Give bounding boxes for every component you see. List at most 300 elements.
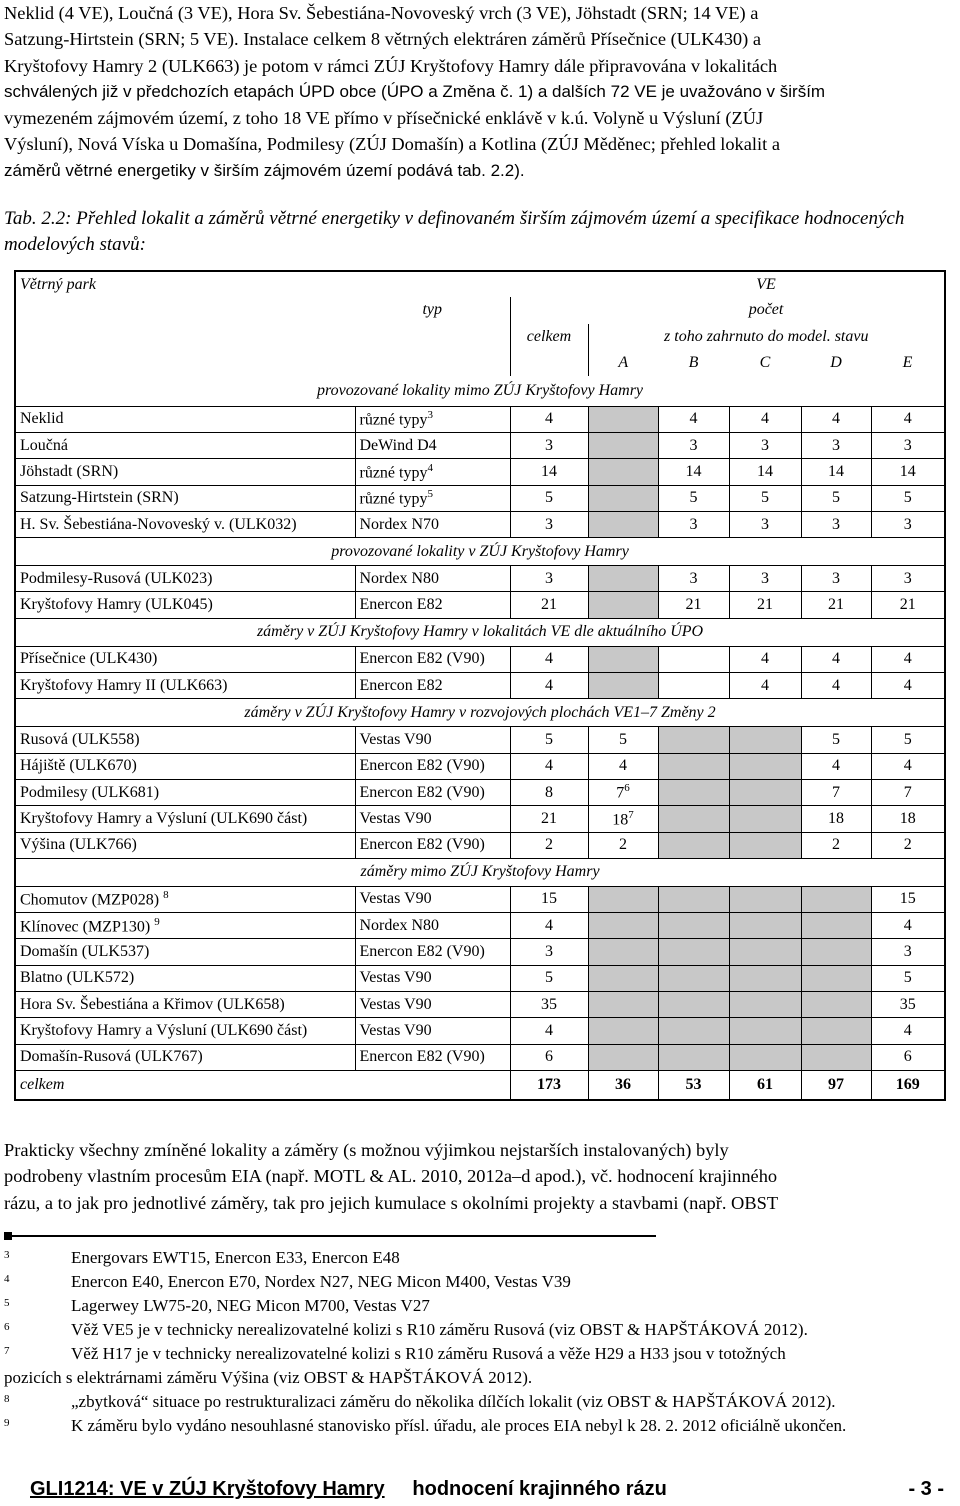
total-b: 53 — [658, 1070, 729, 1100]
row-c — [729, 459, 801, 485]
footnote — [4, 1342, 958, 1389]
row-b — [658, 1018, 729, 1044]
table-row — [15, 566, 945, 592]
row-value: 21 — [899, 596, 916, 614]
row-a — [588, 913, 658, 939]
row-value: 5 — [832, 731, 840, 748]
row-b — [658, 646, 729, 672]
footnote-text: K záměru bylo vydáno nesouhlasné stanovisko přísl. úřadu, ale proces EIA nebyl k 28. 2. 2012 oficiálně ukončen. — [71, 1416, 847, 1435]
table-row — [15, 727, 945, 753]
table-caption — [4, 206, 958, 258]
row-celkem: 4 — [510, 646, 588, 672]
total-e: 169 — [871, 1070, 945, 1100]
row-a — [588, 646, 658, 672]
row-c — [729, 913, 801, 939]
footnote — [4, 1318, 958, 1342]
header-c: C — [759, 354, 771, 372]
footer-subtitle: hodnocení krajinného rázu — [412, 1478, 667, 1500]
row-typ-text: Vestas V90 — [359, 809, 432, 827]
row-c — [729, 806, 801, 832]
row-celkem: 3 — [510, 566, 588, 592]
row-celkem: 4 — [510, 673, 588, 699]
row-typ — [355, 806, 510, 832]
row-name-text: Kryštofovy Hamry a Výsluní (ULK690 část) — [20, 1021, 308, 1039]
row-d — [801, 939, 871, 965]
table-row — [15, 1044, 945, 1070]
intro-line: Kryštofovy Hamry 2 (ULK663) je potom v rámci ZÚJ Kryštofovy Hamry dále připravována v lokalitách — [4, 55, 778, 76]
footnote-ref: 5 — [427, 488, 433, 501]
outro-paragraph — [4, 1137, 958, 1216]
row-e — [871, 511, 945, 537]
row-e — [871, 1044, 945, 1070]
table-row — [15, 886, 945, 912]
footnote-text: Enercon E40, Enercon E70, Nordex N27, NEG Micon M400, Vestas V39 — [71, 1272, 571, 1291]
row-d — [801, 1044, 871, 1070]
row-value: 5 — [903, 969, 912, 987]
table-row — [15, 673, 945, 699]
row-value: 3 — [832, 436, 840, 454]
table-row — [15, 753, 945, 779]
total-row — [15, 1070, 945, 1100]
footnote-ref: 8 — [163, 889, 169, 902]
footnote-ref: 6 — [624, 782, 630, 795]
row-name-text: Klínovec (MZP130) — [20, 917, 151, 935]
row-b — [658, 779, 729, 805]
row-typ — [355, 406, 510, 432]
row-typ-text: Nordex N70 — [359, 515, 440, 533]
row-celkem: 8 — [510, 779, 588, 805]
row-d — [801, 913, 871, 939]
footer-title: GLI1214: VE v ZÚJ Kryštofovy Hamry — [30, 1478, 385, 1500]
footnote-text-continued: pozicích s elektrárnami záměru Výšina (viz OBST & HAPŠTÁKOVÁ 2012). — [4, 1367, 533, 1387]
row-typ — [355, 727, 510, 753]
row-typ-text: různé typy — [359, 464, 428, 482]
row-d — [801, 753, 871, 779]
row-name-text: H. Sv. Šebestiána-Novoveský v. (ULK032) — [20, 515, 297, 533]
row-value: 14 — [757, 462, 773, 480]
intro-line: Satzung-Hirtstein (SRN; 5 VE). Instalace celkem 8 větrných elektráren záměrů Přísečnice (ULK430) a — [4, 29, 761, 50]
row-a — [588, 806, 658, 832]
row-typ-text: Vestas V90 — [359, 731, 432, 748]
row-b — [658, 727, 729, 753]
row-value: 4 — [761, 650, 769, 668]
table-row — [15, 646, 945, 672]
row-name-text: Podmilesy (ULK681) — [20, 783, 160, 801]
row-name-text: Jöhstadt (SRN) — [20, 462, 119, 480]
table-row — [15, 592, 945, 618]
row-b — [658, 913, 729, 939]
row-value: 4 — [689, 410, 698, 428]
table-row — [15, 992, 945, 1018]
row-d — [801, 1018, 871, 1044]
total-celkem: 173 — [510, 1070, 588, 1100]
row-value: 4 — [903, 1021, 912, 1039]
row-value: 3 — [689, 436, 698, 454]
row-typ — [355, 485, 510, 511]
table-row — [15, 939, 945, 965]
row-d — [801, 432, 871, 458]
row-typ-text: Vestas V90 — [359, 995, 432, 1013]
header-e: E — [902, 354, 913, 372]
section-heading: záměry v ZÚJ Kryštofovy Hamry v lokalitách VE dle aktuálního ÚPO — [256, 623, 704, 641]
row-b — [658, 753, 729, 779]
row-typ-text: Enercon E82 (V90) — [359, 943, 485, 961]
row-name — [15, 1018, 355, 1044]
row-a — [588, 965, 658, 991]
row-name — [15, 965, 355, 991]
row-name — [15, 485, 355, 511]
row-d — [801, 646, 871, 672]
header-d: D — [830, 354, 842, 372]
row-b — [658, 832, 729, 858]
row-c — [729, 727, 801, 753]
row-b — [658, 485, 729, 511]
row-celkem: 5 — [510, 727, 588, 753]
row-value: 6 — [903, 1048, 912, 1066]
row-value: 2 — [832, 836, 840, 854]
row-e — [871, 727, 945, 753]
row-name-text: Domašín (ULK537) — [20, 943, 150, 961]
row-name — [15, 406, 355, 432]
row-typ-text: různé typy — [359, 490, 428, 508]
row-name-text: Kryštofovy Hamry (ULK045) — [20, 596, 213, 614]
footnote-number: 4 — [4, 1273, 10, 1285]
total-typ — [355, 1070, 510, 1100]
row-name-text: Hora Sv. Šebestiána a Křimov (ULK658) — [20, 995, 285, 1013]
total-d: 97 — [801, 1070, 871, 1100]
row-e — [871, 806, 945, 832]
row-b — [658, 939, 729, 965]
row-celkem: 5 — [510, 965, 588, 991]
row-typ-text: Vestas V90 — [359, 890, 432, 908]
row-celkem: 35 — [510, 992, 588, 1018]
row-value: 14 — [899, 462, 916, 480]
row-value: 4 — [903, 757, 912, 775]
row-typ — [355, 432, 510, 458]
row-name-text: Podmilesy-Rusová (ULK023) — [20, 569, 213, 587]
row-typ-text: Enercon E82 (V90) — [359, 1048, 485, 1066]
row-value: 21 — [757, 596, 773, 614]
table-row — [15, 406, 945, 432]
row-typ-text: Vestas V90 — [359, 969, 432, 987]
footnote-text: Věž VE5 je v technicky nerealizovatelné kolizi s R10 záměru Rusová (viz OBST & HAPŠTÁKOVÁ 2012). — [71, 1320, 808, 1339]
row-typ — [355, 992, 510, 1018]
row-name — [15, 806, 355, 832]
row-name — [15, 459, 355, 485]
row-celkem: 4 — [510, 1018, 588, 1044]
footnote-text: „zbytková“ situace po restrukturalizaci záměru do několika dílčích lokalit (viz OBST & HAPŠTÁKOVÁ 2012). — [71, 1392, 836, 1411]
row-d — [801, 459, 871, 485]
table-row — [15, 913, 945, 939]
row-celkem: 2 — [510, 832, 588, 858]
row-c — [729, 511, 801, 537]
row-e — [871, 779, 945, 805]
caption-text: Přehled lokalit a záměrů větrné energetiky v definovaném širším zájmovém území a specifikace hodnocených modelových stavů: — [4, 208, 905, 255]
row-typ — [355, 511, 510, 537]
row-e — [871, 673, 945, 699]
row-c — [729, 432, 801, 458]
footnote-number: 6 — [4, 1321, 10, 1333]
row-b — [658, 806, 729, 832]
footnote-number: 3 — [4, 1249, 10, 1261]
row-name-text: Kryštofovy Hamry a Výsluní (ULK690 část) — [20, 809, 308, 827]
row-a — [588, 832, 658, 858]
section-heading: provozované lokality v ZÚJ Kryštofovy Hamry — [331, 542, 629, 560]
header-ve: VE — [756, 275, 776, 293]
row-value: 7 — [832, 783, 840, 801]
row-e — [871, 592, 945, 618]
footnote — [4, 1270, 958, 1294]
row-typ — [355, 886, 510, 912]
row-c — [729, 939, 801, 965]
row-value: 15 — [899, 890, 916, 908]
row-c — [729, 673, 801, 699]
row-typ — [355, 1044, 510, 1070]
footnote — [4, 1414, 958, 1438]
row-typ — [355, 965, 510, 991]
row-a — [588, 673, 658, 699]
row-celkem: 5 — [510, 485, 588, 511]
row-value: 14 — [828, 462, 844, 480]
row-c — [729, 646, 801, 672]
row-a — [588, 511, 658, 537]
row-e — [871, 406, 945, 432]
row-a — [588, 939, 658, 965]
row-celkem: 3 — [510, 939, 588, 965]
row-value: 3 — [689, 515, 698, 533]
row-typ-text: Enercon E82 (V90) — [359, 783, 485, 801]
row-typ-text: Enercon E82 — [359, 596, 443, 614]
row-celkem: 21 — [510, 806, 588, 832]
row-name — [15, 913, 355, 939]
row-celkem: 14 — [510, 459, 588, 485]
row-c — [729, 592, 801, 618]
row-value: 4 — [832, 676, 840, 694]
row-e — [871, 753, 945, 779]
footnote-ref: 3 — [427, 409, 433, 422]
row-name — [15, 992, 355, 1018]
row-name — [15, 1044, 355, 1070]
row-b — [658, 673, 729, 699]
row-name — [15, 753, 355, 779]
row-value: 7 — [616, 784, 625, 802]
row-typ-text: Enercon E82 — [359, 676, 443, 694]
footnote-number: 5 — [4, 1297, 10, 1309]
row-c — [729, 1018, 801, 1044]
row-value: 3 — [761, 515, 769, 533]
row-a — [588, 779, 658, 805]
intro-paragraph — [4, 0, 958, 184]
row-name-text: Domašín-Rusová (ULK767) — [20, 1048, 203, 1066]
row-a — [588, 753, 658, 779]
row-c — [729, 965, 801, 991]
row-value: 5 — [761, 489, 769, 507]
row-typ — [355, 939, 510, 965]
row-value: 3 — [689, 569, 698, 587]
row-value: 4 — [903, 676, 912, 694]
row-value: 3 — [832, 569, 840, 587]
header-pocet: počet — [748, 301, 784, 319]
row-name — [15, 432, 355, 458]
table-row — [15, 485, 945, 511]
row-celkem: 4 — [510, 406, 588, 432]
row-typ — [355, 566, 510, 592]
row-e — [871, 459, 945, 485]
row-e — [871, 992, 945, 1018]
row-e — [871, 886, 945, 912]
row-name — [15, 939, 355, 965]
row-b — [658, 965, 729, 991]
footnote-text: Energovars EWT15, Enercon E33, Enercon E48 — [71, 1248, 400, 1267]
row-d — [801, 832, 871, 858]
row-e — [871, 485, 945, 511]
row-c — [729, 779, 801, 805]
header-a: A — [618, 354, 629, 372]
row-typ-text: Nordex N80 — [359, 916, 440, 934]
row-d — [801, 727, 871, 753]
section-heading: provozované lokality mimo ZÚJ Kryštofovy Hamry — [317, 381, 644, 399]
row-c — [729, 485, 801, 511]
row-b — [658, 592, 729, 618]
row-value: 4 — [903, 916, 912, 934]
row-name — [15, 779, 355, 805]
outro-line: rázu, a to jak pro jednotlivé záměry, tak pro jejich kumulace s okolními projekty a stavbami (např. OBST — [4, 1192, 779, 1213]
row-d — [801, 511, 871, 537]
row-c — [729, 566, 801, 592]
row-d — [801, 485, 871, 511]
row-value: 4 — [832, 410, 840, 428]
row-value: 4 — [903, 410, 912, 428]
table-row — [15, 806, 945, 832]
row-value: 18 — [612, 811, 629, 829]
row-typ — [355, 753, 510, 779]
row-typ — [355, 646, 510, 672]
wind-parks-table — [14, 270, 946, 1101]
page-number: - 3 - — [908, 1478, 944, 1500]
row-b — [658, 511, 729, 537]
row-typ-text: Enercon E82 (V90) — [359, 757, 485, 775]
footnote — [4, 1390, 958, 1414]
row-name — [15, 886, 355, 912]
total-c: 61 — [729, 1070, 801, 1100]
header-typ: typ — [355, 297, 510, 323]
row-typ-text: DeWind D4 — [359, 436, 437, 454]
row-celkem: 3 — [510, 511, 588, 537]
row-value: 4 — [761, 410, 769, 428]
row-a — [588, 432, 658, 458]
row-d — [801, 406, 871, 432]
row-e — [871, 566, 945, 592]
row-e — [871, 913, 945, 939]
row-a — [588, 592, 658, 618]
table-row — [15, 511, 945, 537]
row-celkem: 15 — [510, 886, 588, 912]
row-c — [729, 886, 801, 912]
total-a: 36 — [588, 1070, 658, 1100]
row-typ-text: Enercon E82 (V90) — [359, 650, 485, 668]
row-value: 14 — [685, 462, 702, 480]
row-c — [729, 406, 801, 432]
row-value: 35 — [899, 995, 916, 1013]
row-name — [15, 727, 355, 753]
row-d — [801, 806, 871, 832]
row-typ — [355, 673, 510, 699]
row-name-text: Hájiště (ULK670) — [20, 757, 137, 775]
row-d — [801, 886, 871, 912]
footnote-divider — [8, 1235, 656, 1237]
row-a — [588, 485, 658, 511]
row-a — [588, 406, 658, 432]
row-value: 7 — [903, 783, 912, 801]
row-e — [871, 965, 945, 991]
row-a — [588, 992, 658, 1018]
row-name — [15, 511, 355, 537]
row-name-text: Neklid — [20, 410, 64, 428]
row-value: 21 — [828, 596, 844, 614]
row-name-text: Výšina (ULK766) — [20, 836, 137, 854]
intro-line: Neklid (4 VE), Loučná (3 VE), Hora Sv. Šebestiána-Novoveský vrch (3 VE), Jöhstadt (SRN; 14 VE) a — [4, 3, 759, 23]
row-e — [871, 646, 945, 672]
footnote — [4, 1294, 958, 1318]
row-value: 4 — [903, 650, 912, 668]
row-value: 3 — [903, 436, 912, 454]
row-b — [658, 1044, 729, 1070]
row-b — [658, 432, 729, 458]
row-typ-text: Vestas V90 — [359, 1021, 432, 1039]
table-row — [15, 459, 945, 485]
table-row — [15, 779, 945, 805]
row-name-text: Kryštofovy Hamry II (ULK663) — [20, 676, 228, 694]
header-ztoho: z toho zahrnuto do model. stavu — [664, 327, 869, 345]
row-name-text: Rusová (ULK558) — [20, 731, 140, 748]
row-celkem: 3 — [510, 432, 588, 458]
row-d — [801, 592, 871, 618]
row-c — [729, 832, 801, 858]
row-celkem: 6 — [510, 1044, 588, 1070]
row-value: 3 — [903, 515, 912, 533]
row-name-text: Satzung-Hirtstein (SRN) — [20, 489, 179, 507]
row-b — [658, 406, 729, 432]
row-value: 18 — [899, 809, 916, 827]
footnote-ref: 7 — [628, 808, 634, 821]
row-e — [871, 939, 945, 965]
row-celkem: 4 — [510, 913, 588, 939]
row-typ — [355, 592, 510, 618]
row-typ — [355, 832, 510, 858]
footnote-number: 9 — [4, 1417, 10, 1429]
row-a — [588, 566, 658, 592]
intro-line: schválených již v předchozích etapách ÚPD obce (ÚPO a Změna č. 1) a dalších 72 VE je uvažováno v širším — [4, 81, 826, 101]
row-e — [871, 432, 945, 458]
row-value: 3 — [903, 943, 912, 961]
row-typ — [355, 1018, 510, 1044]
row-typ — [355, 779, 510, 805]
row-name — [15, 566, 355, 592]
row-value: 2 — [903, 836, 912, 854]
row-b — [658, 992, 729, 1018]
row-value: 2 — [619, 836, 627, 854]
table-row — [15, 1018, 945, 1044]
row-e — [871, 1018, 945, 1044]
page-footer — [30, 1478, 944, 1501]
row-a — [588, 1044, 658, 1070]
row-value: 5 — [689, 489, 698, 507]
row-d — [801, 992, 871, 1018]
row-name — [15, 673, 355, 699]
row-a — [588, 1018, 658, 1044]
row-value: 5 — [903, 489, 912, 507]
row-value: 3 — [832, 515, 840, 533]
